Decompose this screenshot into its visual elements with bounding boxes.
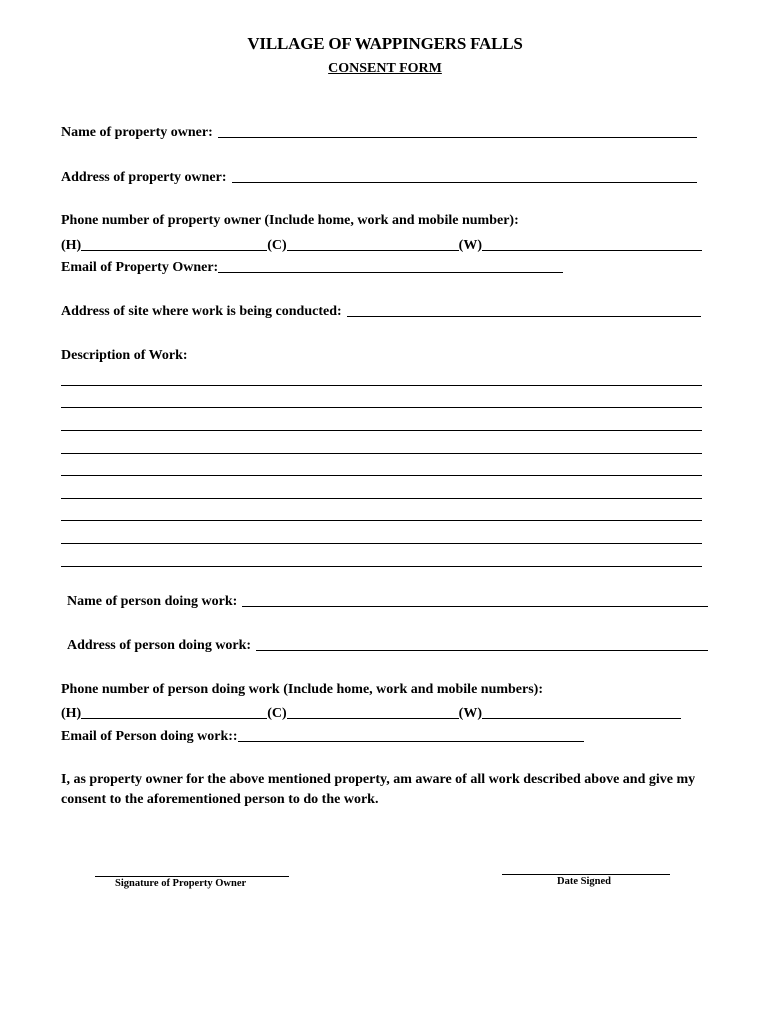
worker-cell-label: (C) bbox=[267, 706, 287, 721]
worker-home-label: (H) bbox=[61, 706, 82, 721]
owner-name-row bbox=[61, 123, 697, 141]
description-line[interactable] bbox=[61, 543, 702, 544]
worker-address-row bbox=[67, 636, 708, 654]
owner-name-field[interactable] bbox=[218, 124, 697, 138]
worker-email-field[interactable] bbox=[238, 728, 584, 742]
site-address-row bbox=[61, 302, 701, 320]
owner-address-field[interactable] bbox=[232, 169, 697, 183]
owner-name-label: Name of property owner: bbox=[61, 125, 213, 140]
worker-name-field[interactable] bbox=[242, 593, 708, 607]
owner-email-label: Email of Property Owner: bbox=[61, 260, 219, 275]
description-line[interactable] bbox=[61, 566, 702, 567]
owner-phone-label: Phone number of property owner (Include home, work and mobile number): bbox=[61, 213, 519, 228]
date-signed-label: Date Signed bbox=[557, 876, 611, 887]
description-line[interactable] bbox=[61, 498, 702, 499]
worker-name-label: Name of person doing work: bbox=[67, 594, 238, 609]
description-line[interactable] bbox=[61, 520, 702, 521]
owner-work-label: (W) bbox=[458, 238, 482, 253]
description-line[interactable] bbox=[61, 385, 702, 386]
worker-address-label: Address of person doing work: bbox=[67, 638, 252, 653]
worker-address-field[interactable] bbox=[256, 637, 708, 651]
owner-address-row bbox=[61, 168, 697, 186]
owner-home-label: (H) bbox=[61, 238, 82, 253]
worker-home-phone-field[interactable] bbox=[81, 705, 267, 719]
owner-work-phone-field[interactable] bbox=[482, 237, 702, 251]
signature-label: Signature of Property Owner bbox=[115, 878, 247, 889]
description-line[interactable] bbox=[61, 475, 702, 476]
description-line[interactable] bbox=[61, 407, 702, 408]
worker-phone-row bbox=[61, 704, 681, 722]
worker-email-label: Email of Person doing work:: bbox=[61, 729, 238, 744]
form-subtitle: CONSENT FORM bbox=[328, 61, 442, 76]
description-line[interactable] bbox=[61, 430, 702, 431]
signature-line[interactable] bbox=[95, 876, 289, 877]
worker-work-label: (W) bbox=[458, 706, 482, 721]
owner-cell-phone-field[interactable] bbox=[287, 237, 459, 251]
consent-statement: I, as property owner for the above mentioned property, am aware of all work described above and give my consent to the aforementioned person to do the work. bbox=[61, 772, 696, 807]
worker-work-phone-field[interactable] bbox=[482, 705, 681, 719]
owner-cell-label: (C) bbox=[267, 238, 287, 253]
site-address-field[interactable] bbox=[347, 303, 701, 317]
worker-cell-phone-field[interactable] bbox=[287, 705, 459, 719]
worker-email-row bbox=[61, 727, 584, 745]
owner-phone-row bbox=[61, 236, 702, 254]
owner-home-phone-field[interactable] bbox=[81, 237, 267, 251]
worker-phone-label: Phone number of person doing work (Include home, work and mobile numbers): bbox=[61, 682, 544, 697]
description-line[interactable] bbox=[61, 453, 702, 454]
owner-email-field[interactable] bbox=[218, 259, 563, 273]
description-label: Description of Work: bbox=[61, 348, 188, 363]
worker-name-row bbox=[67, 592, 708, 610]
form-title: VILLAGE OF WAPPINGERS FALLS bbox=[247, 34, 523, 53]
site-address-label: Address of site where work is being conducted: bbox=[61, 304, 342, 319]
date-signed-line[interactable] bbox=[502, 874, 670, 875]
owner-email-row bbox=[61, 258, 563, 276]
owner-address-label: Address of property owner: bbox=[61, 170, 227, 185]
